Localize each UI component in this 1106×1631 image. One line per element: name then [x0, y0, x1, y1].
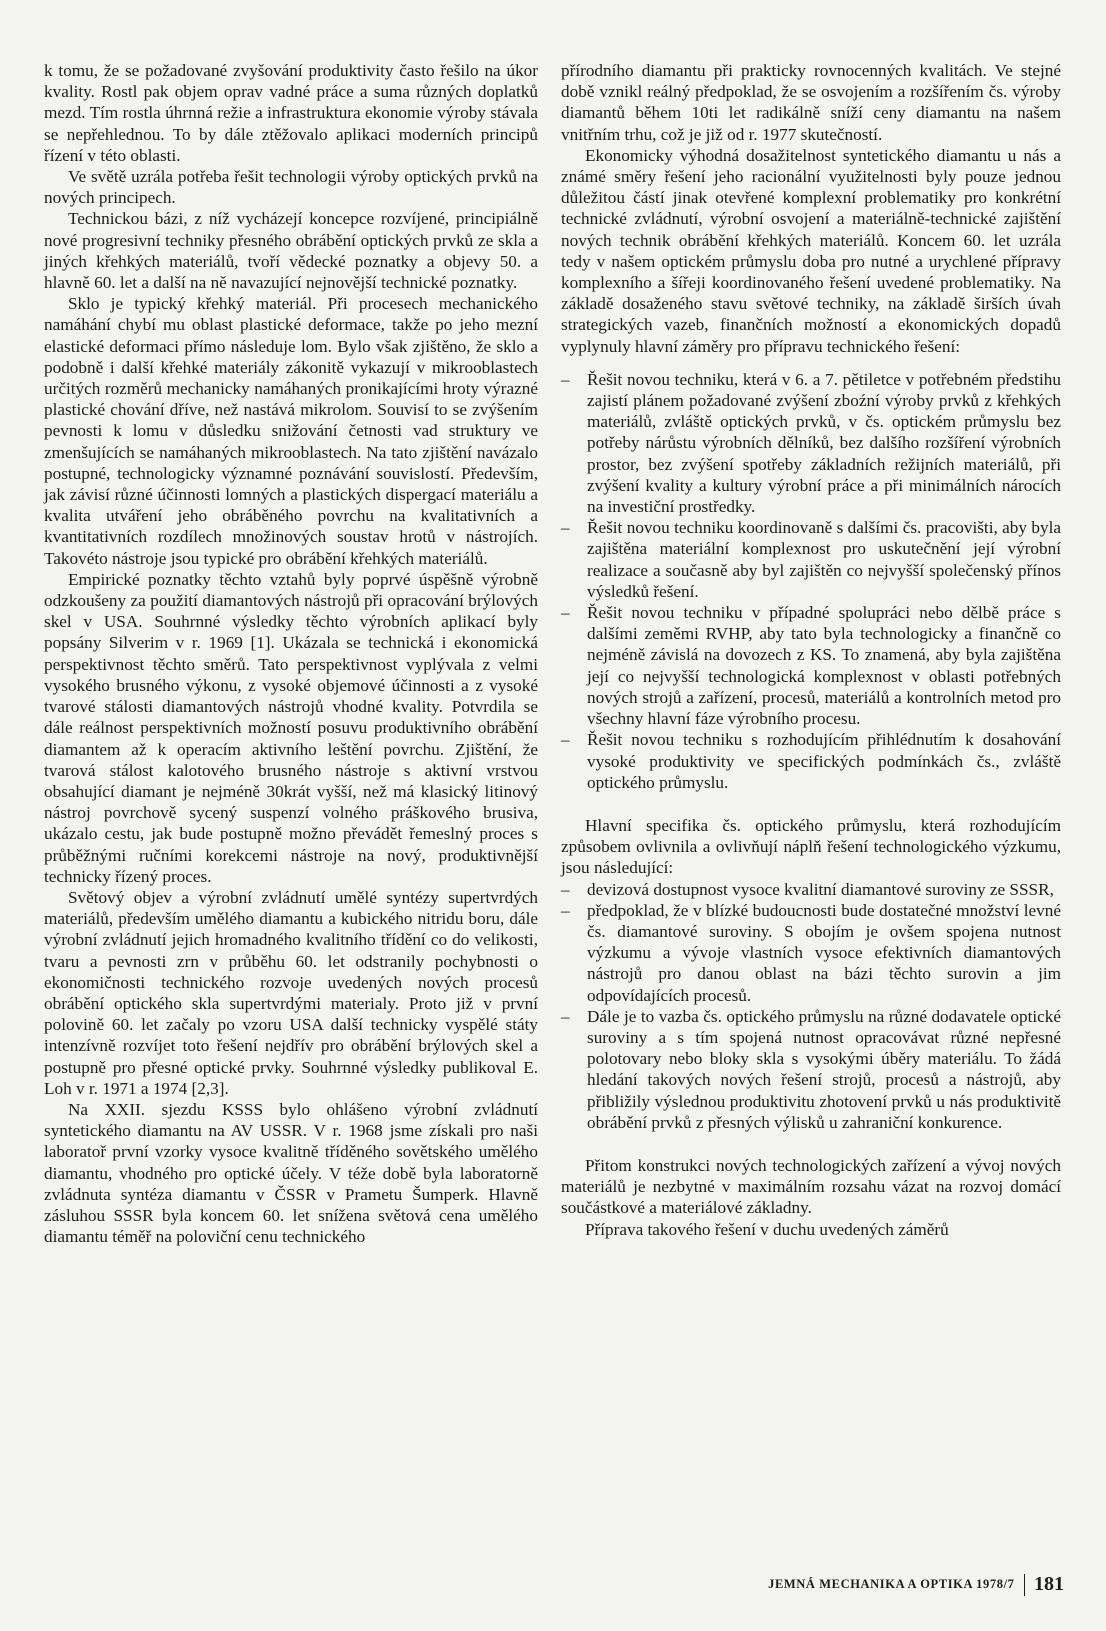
list-item-text: Řešit novou techniku s rozhodujícím přihlédnutím k dosahování vysoké produktivity ve specifických podmínkách čs., zvláště optického průmyslu. [587, 730, 1061, 792]
list-item-text: Řešit novou techniku v případné spolupráci nebo dělbě práce s dalšími zeměmi RVHP, aby tato byla technologicky a finančně co nejméně závislá na dovozech z KS. To znamená, aby byla zajištěna její co nejvyšší technologická komplexnost v oblasti potřebných nových strojů a zařízení, procesů, materiálů a kontrolních metod pro všechny hlavní fáze výrobního procesu. [587, 603, 1061, 729]
list-dash: – [561, 900, 570, 920]
left-column [44, 60, 538, 1247]
page-number: 181 [1034, 1573, 1064, 1595]
list-item [561, 1006, 1061, 1133]
list-item-text: Řešit novou techniku koordinovaně s dalšími čs. pracovišti, aby byla zajištěna materiální komplexnost pro uskutečnění její výrobní realizace a současně aby byl zajištěn co nejvyšší společenský přínos výsledků řešení. [587, 518, 1061, 601]
list-item [561, 517, 1061, 602]
list-item-text: Řešit novou techniku, která v 6. a 7. pětiletce v potřebném předstihu zajistí plánem požadované zvýšení zboźní výroby prvků z křehkých materiálů, zvláště optických prvků, v čs. optickém průmyslu bez potřeby nárůstu výrobních dělníků, bez dalšího rozšíření výrobních prostor, bez zvýšení spotřeby základních režijních materiálů, při zvýšení kvality a kultury výrobní práce a při minimálních nárocích na investiční prostředky. [587, 369, 1061, 517]
paragraph: Sklo je typický křehký materiál. Při procesech mechanického namáhání chybí mu oblast plastické deformace, takže po jeho mezní elastické deformaci přímo následuje lom. Bylo však zjištěno, že sklo a podobně i další křehké materiály zákonitě vykazují v mikrooblastech určitých rozměrů mechanicky namáhaných pronikajícími hroty výrazné plastické chování dříve, než nastává mikrolom. Souvisí to se zvýšením pevnosti k lomu v důsledku snižování četnosti vad struktury ve zmenšujících se namáhaných mikrooblastech. Na tato zjištění navázalo postupné, technologicky významné poznávání souvislostí. Především, jak závisí různé účinnosti lomných a plastických dispergací materiálu a kvalita utváření jeho obráběného povrchu na kvalitativních a kvantitativních rozdílech množinových soustav hrotů v nástrojích. Takovéto nástroje jsou typické pro obrábění křehkých materiálů. [44, 294, 538, 568]
list-item [561, 602, 1061, 729]
paragraph: Empirické poznatky těchto vztahů byly poprvé úspěšně výrobně odzkoušeny za použití diamantových nástrojů při opracování brýlových skel v USA. Souhrnné výsledky těchto výrobních aplikací byly popsány Silverim v r. 1969 [1]. Ukázala se technická i ekonomická perspektivnost těchto směrů. Tato perspektivnost vyplývala z velmi vysokého brusného výkonu, z vysoké objemové účinnosti a z vysoké tvarové stálosti diamantových nástrojů vhodné kvality. Potvrdila se dále reálnost perspektivních možností posuvu produktivního obrábění diamantem až k operacím aktivního leštění povrchu. Zjištění, že tvarová stálost kalotového brusného nástroje s aktivní vrstvou obsahující diamant je nejméně 30krát vyšší, než má klasický litinový nástroj povrchově sycený suspenzí volného práškového brusiva, ukázalo cestu, jak bude postupně možno převádět řemeslný proces s průběžnými ručními korekcemi nástroje na nový, produktivnější technicky řízený proces. [44, 569, 538, 886]
paragraph: Světový objev a výrobní zvládnutí umělé syntézy supertvrdých materiálů, především umělého diamantu a kubického nitridu boru, dále výrobní zvládnutí jejich hromadného kvalitního třídění co do velikosti, tvaru a pevnosti zrn v průběhu 60. let odstranily pochybnosti o ekonomičnosti technického rozvoje uvedených nových procesů obrábění optického skla supertvrdými materialy. Proto již v první polovině 60. let začaly po vzoru USA další technicky vyspělé státy intenzívně rozvíjet toto řešení nejdřív pro obrábění brýlových skel a postupně pro přesné optické prvky. Souhrnné výsledky publikoval E. Loh v r. 1971 a 1974 [2,3]. [44, 887, 538, 1098]
list-item [561, 900, 1061, 1006]
list-item [561, 729, 1061, 793]
page-footer [768, 1573, 1064, 1596]
footer-divider [1024, 1574, 1026, 1596]
paragraph: Příprava takového řešení v duchu uvedených záměrů [585, 1219, 949, 1239]
paragraph: Na XXII. sjezdu KSSS bylo ohlášeno výrobní zvládnutí syntetického diamantu na AV USSR. V r. 1968 jsme získali pro naši laboratoř první vzorky vysoce kvalitně tříděného sovětského umělého diamantu, vhodného pro optické účely. V téže době byla laboratorně zvládnuta syntéza diamantu v ČSSR v Prametu Šumperk. Hlavně zásluhou SSSR byla koncem 60. let snížena světová cena umělého diamantu téměř na poloviční cenu technického [44, 1099, 538, 1247]
list-dash: – [561, 730, 570, 750]
list-item [561, 879, 1061, 900]
paragraph: Technickou bázi, z níž vycházejí koncepce rozvíjené, principiálně nové progresivní techniky přesného obrábění optických prvků ze skla a jiných křehkých materiálů, tvoří vědecké poznatky a objevy 50. a hlavně 60. let a další na ně navazující nejnovější technické poznatky. [44, 209, 538, 293]
right-column [561, 60, 1061, 1240]
paragraph: Hlavní specifika čs. optického průmyslu, která rozhodujícím způsobem ovlivnila a ovlivňují náplň řešení technologického výzkumu, jsou následující: [561, 815, 1061, 878]
list-dash: – [561, 879, 570, 899]
list-item [561, 369, 1061, 517]
paragraph: Ve světě uzrála potřeba řešit technologii výroby optických prvků na nových principech. [44, 167, 538, 208]
list-item-text: předpoklad, že v blízké budoucnosti bude dostatečné množství levné čs. diamantové suroviny. S obojím je ovšem spojena nutnost výzkumu a vývoje vlastních vysoce efektivních diamantových nástrojů pro danou oblast na bázi těchto surovin a jim odpovídajících procesů. [587, 900, 1061, 1005]
list-dash: – [561, 369, 570, 389]
list-item-text: devizová dostupnost vysoce kvalitní diamantové suroviny ze SSSR, [587, 879, 1054, 899]
list-dash: – [561, 1006, 570, 1026]
list-item-text: Dále je to vazba čs. optického průmyslu na různé dodavatele optické suroviny a s tím spojená nutnost opracovávat různé nepřesné polotovary nebo bloky skla s vysokými úběry materiálu. To žádá hledání takových nových řešení strojů, procesů a nástrojů, aby přibližily výslednou produktivitu zhotovení prvků u nás produktivitě obrábění prvků z přesných výlisků u zahraniční konkurence. [587, 1006, 1061, 1132]
paragraph: Přitom konstrukci nových technologických zařízení a vývoj nových materiálů je nezbytné v maximálním rozsahu vázat na rozvoj domácí součástkové a materiálové základny. [561, 1155, 1061, 1218]
list-dash: – [561, 603, 570, 623]
paragraph: přírodního diamantu při prakticky rovnocenných kvalitách. Ve stejné době vznikl reálný předpoklad, že se osvojením a rozšířením čs. výroby diamantů během 10ti let radikálně sníží ceny diamantu na našem vnitřním trhu, což je již od r. 1977 skutečností. [561, 61, 1061, 144]
paragraph: k tomu, že se požadované zvyšování produktivity často řešilo na úkor kvality. Rostl pak objem oprav vadné práce a suma různých doplatků mezd. Tím rostla úhrnná režie a infrastruktura ekonomie výroby stávala se nepřehlednou. To by dále ztěžovalo aplikaci moderních principů řízení v této oblasti. [44, 61, 538, 165]
journal-name: JEMNÁ MECHANIKA A OPTIKA 1978/7 [768, 1577, 1015, 1591]
list-dash: – [561, 518, 570, 538]
paragraph: Ekonomicky výhodná dosažitelnost syntetického diamantu u nás a známé směry řešení jeho racionální využitelnosti byly pouze jednou důležitou částí jinak otevřené komplexní problematiky pro konkrétní technické zvládnutí, výrobní osvojení a materiálně-technické zajištění nových technik obrábění křehkých materiálů. Koncem 60. let uzrála tedy v našem optickém průmyslu doba pro nutné a urychlené přípravy komplexního a šířeji koordinovaného řešení uvedené problematiky. Na základě dosaženého stavu světové techniky, na základě širších úvah strategických vazeb, finančních možností a ekonomických dopadů vyplynuly hlavní záměry pro přípravu technického řešení: [561, 145, 1061, 356]
